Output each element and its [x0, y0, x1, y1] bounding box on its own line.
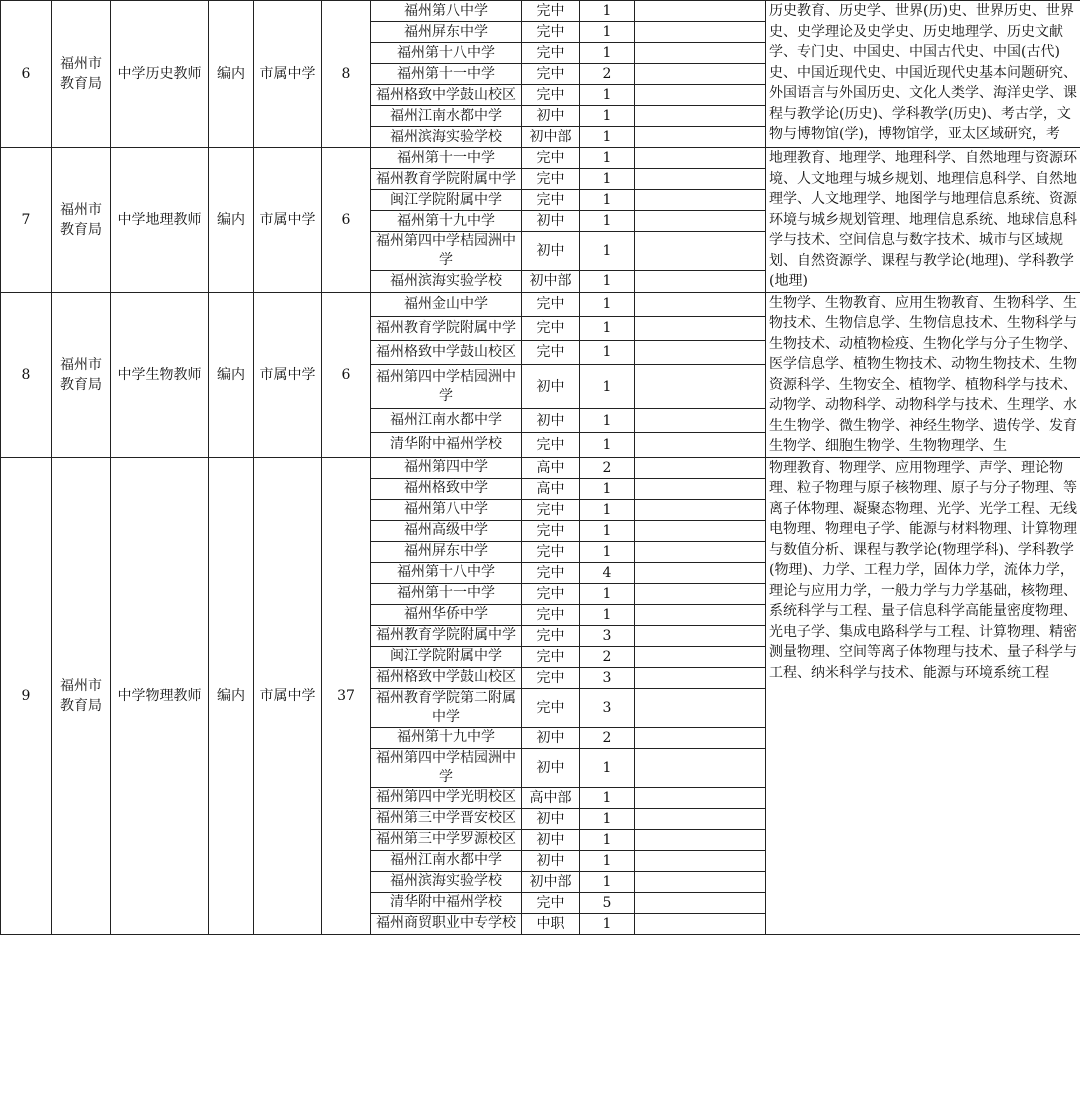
empty-cell	[635, 433, 766, 457]
school-name: 福州教育学院附属中学	[371, 169, 522, 190]
openings-count: 1	[580, 604, 635, 625]
school-stage: 初中	[522, 232, 580, 271]
position-name: 中学物理教师	[111, 457, 209, 934]
position-name: 中学历史教师	[111, 1, 209, 148]
empty-cell	[635, 541, 766, 562]
empty-cell	[635, 829, 766, 850]
openings-count: 1	[580, 106, 635, 127]
position-number: 9	[1, 457, 52, 934]
empty-cell	[635, 22, 766, 43]
table-row	[1, 1, 1080, 22]
major-requirements: 历史教育、历史学、世界(历)史、世界历史、世界史、史学理论及史学史、历史地理学、历史文献学、专门史、中国史、中国古代史、中国(古代)史、中国近现代史、中国近现代史基本问题研究、外国语言与外国历史、文化人类学、海洋史学、课程与教学论(历史)、学科教学(历史)、考古学，文物与博物馆(学)，博物馆学，亚太区域研究，考	[766, 1, 1080, 148]
openings-count: 1	[580, 292, 635, 316]
school-name: 福州华侨中学	[371, 604, 522, 625]
school-stage: 完中	[522, 169, 580, 190]
school-name: 福州高级中学	[371, 520, 522, 541]
openings-count: 1	[580, 409, 635, 433]
school-stage: 初中	[522, 727, 580, 748]
school-name: 福州江南水都中学	[371, 850, 522, 871]
empty-cell	[635, 892, 766, 913]
school-stage: 完中	[522, 43, 580, 64]
school-name: 福州滨海实验学校	[371, 127, 522, 148]
school-stage: 完中	[522, 688, 580, 727]
empty-cell	[635, 478, 766, 499]
school-stage: 初中	[522, 748, 580, 787]
school-name: 福州屏东中学	[371, 541, 522, 562]
empty-cell	[635, 148, 766, 169]
school-name: 福州格致中学鼓山校区	[371, 667, 522, 688]
openings-count: 1	[580, 169, 635, 190]
school-stage: 初中	[522, 364, 580, 409]
total-openings: 8	[322, 1, 371, 148]
school-name: 闽江学院附属中学	[371, 190, 522, 211]
openings-count: 1	[580, 787, 635, 808]
table-body	[1, 1, 1080, 935]
empty-cell	[635, 871, 766, 892]
openings-count: 1	[580, 829, 635, 850]
school-level: 市属中学	[254, 148, 322, 293]
school-name: 福州格致中学鼓山校区	[371, 85, 522, 106]
empty-cell	[635, 169, 766, 190]
school-stage: 完中	[522, 541, 580, 562]
school-stage: 完中	[522, 604, 580, 625]
school-name: 福州第十九中学	[371, 727, 522, 748]
openings-count: 3	[580, 625, 635, 646]
school-name: 福州第四中学	[371, 457, 522, 478]
empty-cell	[635, 232, 766, 271]
school-stage: 高中部	[522, 787, 580, 808]
major-requirements: 地理教育、地理学、地理科学、自然地理与资源环境、人文地理与城乡规划、地理信息科学、自然地理学、人文地理学、地图学与地理信息系统、资源环境与城乡规划管理、地理信息系统、地球信息科学与技术、空间信息与数字技术、城市与区域规划、自然资源学、课程与教学论(地理)、学科教学(地理)	[766, 148, 1080, 293]
school-stage: 完中	[522, 562, 580, 583]
empty-cell	[635, 85, 766, 106]
school-name: 福州第十八中学	[371, 43, 522, 64]
openings-count: 1	[580, 541, 635, 562]
school-stage: 完中	[522, 625, 580, 646]
school-stage: 高中	[522, 457, 580, 478]
school-stage: 完中	[522, 433, 580, 457]
school-stage: 初中部	[522, 871, 580, 892]
openings-count: 1	[580, 871, 635, 892]
empty-cell	[635, 1, 766, 22]
school-name: 福州第四中学桔园洲中学	[371, 232, 522, 271]
school-name: 福州滨海实验学校	[371, 271, 522, 292]
school-stage: 完中	[522, 499, 580, 520]
total-openings: 37	[322, 457, 371, 934]
hiring-department: 福州市教育局	[52, 1, 111, 148]
openings-count: 5	[580, 892, 635, 913]
total-openings: 6	[322, 292, 371, 457]
school-stage: 初中	[522, 850, 580, 871]
openings-count: 1	[580, 748, 635, 787]
openings-count: 3	[580, 667, 635, 688]
school-level: 市属中学	[254, 457, 322, 934]
position-number: 7	[1, 148, 52, 293]
empty-cell	[635, 808, 766, 829]
empty-cell	[635, 748, 766, 787]
school-name: 福州第十八中学	[371, 562, 522, 583]
empty-cell	[635, 457, 766, 478]
empty-cell	[635, 106, 766, 127]
hiring-department: 福州市教育局	[52, 148, 111, 293]
school-name: 福州教育学院附属中学	[371, 316, 522, 340]
school-name: 福州第三中学晋安校区	[371, 808, 522, 829]
empty-cell	[635, 211, 766, 232]
openings-count: 1	[580, 148, 635, 169]
major-requirements: 生物学、生物教育、应用生物教育、生物科学、生物技术、生物信息学、生物信息技术、生物科学与生物技术、动植物检疫、生物化学与分子生物学、医学信息学、植物生物技术、动物生物技术、生物资源科学、生物安全、植物学、植物科学与技术、动物学、动物科学、动物科学与技术、生理学、水生生物学、微生物学、神经生物学、遗传学、发育生物学、细胞生物学、生物物理学、生	[766, 292, 1080, 457]
school-name: 福州格致中学鼓山校区	[371, 340, 522, 364]
openings-count: 1	[580, 850, 635, 871]
staffing-type: 编内	[209, 457, 254, 934]
school-name: 福州第十一中学	[371, 583, 522, 604]
school-name: 福州屏东中学	[371, 22, 522, 43]
school-name: 福州格致中学	[371, 478, 522, 499]
school-name: 闽江学院附属中学	[371, 646, 522, 667]
total-openings: 6	[322, 148, 371, 293]
staffing-type: 编内	[209, 1, 254, 148]
school-name: 清华附中福州学校	[371, 433, 522, 457]
school-name: 福州滨海实验学校	[371, 871, 522, 892]
empty-cell	[635, 727, 766, 748]
school-name: 福州第四中学桔园洲中学	[371, 364, 522, 409]
openings-count: 3	[580, 688, 635, 727]
empty-cell	[635, 667, 766, 688]
empty-cell	[635, 562, 766, 583]
school-stage: 中职	[522, 913, 580, 934]
school-stage: 初中	[522, 409, 580, 433]
school-name: 福州江南水都中学	[371, 106, 522, 127]
openings-count: 1	[580, 22, 635, 43]
empty-cell	[635, 127, 766, 148]
school-name: 福州第四中学光明校区	[371, 787, 522, 808]
empty-cell	[635, 43, 766, 64]
school-stage: 完中	[522, 64, 580, 85]
openings-count: 1	[580, 85, 635, 106]
table-row	[1, 148, 1080, 169]
school-stage: 完中	[522, 646, 580, 667]
table-row	[1, 292, 1080, 316]
table-row	[1, 457, 1080, 478]
school-stage: 初中	[522, 808, 580, 829]
openings-count: 1	[580, 364, 635, 409]
empty-cell	[635, 913, 766, 934]
empty-cell	[635, 64, 766, 85]
openings-count: 1	[580, 232, 635, 271]
school-stage: 高中	[522, 478, 580, 499]
openings-count: 1	[580, 127, 635, 148]
school-name: 福州第十九中学	[371, 211, 522, 232]
openings-count: 2	[580, 727, 635, 748]
school-stage: 初中	[522, 106, 580, 127]
openings-count: 1	[580, 808, 635, 829]
hiring-department: 福州市教育局	[52, 457, 111, 934]
school-name: 福州商贸职业中专学校	[371, 913, 522, 934]
empty-cell	[635, 292, 766, 316]
openings-count: 1	[580, 211, 635, 232]
openings-count: 4	[580, 562, 635, 583]
position-name: 中学地理教师	[111, 148, 209, 293]
empty-cell	[635, 340, 766, 364]
school-name: 福州教育学院第二附属中学	[371, 688, 522, 727]
school-stage: 初中部	[522, 127, 580, 148]
openings-count: 1	[580, 340, 635, 364]
empty-cell	[635, 271, 766, 292]
school-stage: 初中部	[522, 271, 580, 292]
school-stage: 完中	[522, 190, 580, 211]
school-name: 福州第三中学罗源校区	[371, 829, 522, 850]
openings-count: 1	[580, 520, 635, 541]
openings-count: 1	[580, 43, 635, 64]
school-stage: 完中	[522, 1, 580, 22]
empty-cell	[635, 583, 766, 604]
school-stage: 初中	[522, 211, 580, 232]
school-stage: 初中	[522, 829, 580, 850]
openings-count: 2	[580, 646, 635, 667]
staffing-type: 编内	[209, 148, 254, 293]
openings-count: 1	[580, 913, 635, 934]
school-stage: 完中	[522, 85, 580, 106]
hiring-department: 福州市教育局	[52, 292, 111, 457]
school-stage: 完中	[522, 892, 580, 913]
openings-count: 1	[580, 478, 635, 499]
empty-cell	[635, 499, 766, 520]
school-stage: 完中	[522, 667, 580, 688]
school-stage: 完中	[522, 148, 580, 169]
openings-count: 1	[580, 433, 635, 457]
openings-count: 1	[580, 583, 635, 604]
school-name: 福州第四中学桔园洲中学	[371, 748, 522, 787]
position-number: 6	[1, 1, 52, 148]
school-stage: 完中	[522, 316, 580, 340]
school-stage: 完中	[522, 22, 580, 43]
empty-cell	[635, 520, 766, 541]
openings-count: 1	[580, 1, 635, 22]
school-level: 市属中学	[254, 1, 322, 148]
empty-cell	[635, 316, 766, 340]
position-number: 8	[1, 292, 52, 457]
school-name: 福州金山中学	[371, 292, 522, 316]
openings-count: 1	[580, 499, 635, 520]
school-name: 福州第八中学	[371, 499, 522, 520]
school-name: 福州教育学院附属中学	[371, 625, 522, 646]
openings-count: 2	[580, 64, 635, 85]
openings-count: 1	[580, 316, 635, 340]
school-name: 清华附中福州学校	[371, 892, 522, 913]
position-name: 中学生物教师	[111, 292, 209, 457]
school-name: 福州第八中学	[371, 1, 522, 22]
openings-count: 1	[580, 271, 635, 292]
school-name: 福州第十一中学	[371, 148, 522, 169]
school-name: 福州江南水都中学	[371, 409, 522, 433]
empty-cell	[635, 190, 766, 211]
empty-cell	[635, 850, 766, 871]
school-name: 福州第十一中学	[371, 64, 522, 85]
empty-cell	[635, 364, 766, 409]
staffing-type: 编内	[209, 292, 254, 457]
openings-count: 2	[580, 457, 635, 478]
school-level: 市属中学	[254, 292, 322, 457]
empty-cell	[635, 604, 766, 625]
school-stage: 完中	[522, 292, 580, 316]
empty-cell	[635, 688, 766, 727]
school-stage: 完中	[522, 520, 580, 541]
openings-count: 1	[580, 190, 635, 211]
school-stage: 完中	[522, 583, 580, 604]
empty-cell	[635, 646, 766, 667]
empty-cell	[635, 409, 766, 433]
school-stage: 完中	[522, 340, 580, 364]
empty-cell	[635, 787, 766, 808]
major-requirements: 物理教育、物理学、应用物理学、声学、理论物理、粒子物理与原子核物理、原子与分子物理、等离子体物理、凝聚态物理、光学、光学工程、无线电物理、物理电子学、能源与材料物理、计算物理与数值分析、课程与教学论(物理学科)、学科教学(物理)、力学、工程力学，固体力学，流体力学，理论与应用力学，一般力学与力学基础，核物理、系统科学与工程、量子信息科学高能量密度物理、光电子学、集成电路科学与工程、计算物理、精密测量物理、空间等离子体物理与技术、量子科学与工程、纳米科学与技术、能源与环境系统工程	[766, 457, 1080, 934]
empty-cell	[635, 625, 766, 646]
